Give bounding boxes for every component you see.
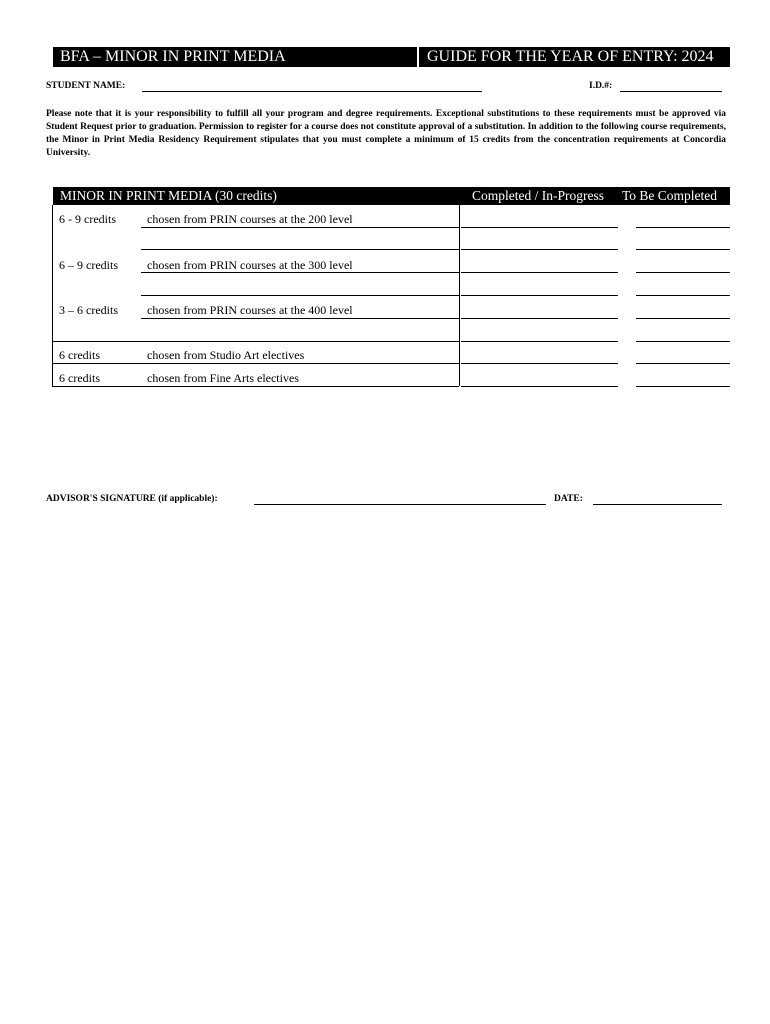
to-be-completed-entry-line[interactable] bbox=[636, 318, 730, 319]
course-line[interactable] bbox=[141, 272, 459, 273]
id-field[interactable] bbox=[620, 81, 722, 92]
course-line[interactable] bbox=[141, 318, 459, 319]
completed-entry-line[interactable] bbox=[461, 227, 618, 228]
advisor-signature-label: ADVISOR'S SIGNATURE (if applicable): bbox=[46, 494, 218, 504]
completed-entry-line[interactable] bbox=[461, 386, 618, 387]
student-name-label: STUDENT NAME: bbox=[46, 81, 126, 91]
table-column-divider bbox=[459, 205, 460, 386]
group-divider bbox=[52, 341, 459, 342]
id-label: I.D.#: bbox=[589, 81, 613, 91]
completed-entry-line[interactable] bbox=[461, 318, 618, 319]
to-be-completed-entry-line[interactable] bbox=[636, 386, 730, 387]
course-line[interactable] bbox=[141, 227, 459, 228]
date-field[interactable] bbox=[593, 494, 722, 505]
row-credits: 6 credits bbox=[59, 348, 100, 362]
row-description: chosen from Studio Art electives bbox=[147, 348, 305, 362]
responsibility-notice: Please note that it is your responsibility to fulfill all your program and degree requirements. Exceptional substitutions to these requirements must be approved via Student Request prior to graduation. Permission to register for a course does not constitute approval of a substitution. In addition to the following course requirements, the Minor in Print Media Residency Requirement stipulates that you must complete a minimum of 15 credits from the concentration requirements at Concordia University. bbox=[46, 109, 726, 158]
requirements-table-header bbox=[53, 187, 730, 205]
completed-entry-line[interactable] bbox=[461, 272, 618, 273]
row-description: chosen from Fine Arts electives bbox=[147, 371, 299, 385]
completed-entry-line[interactable] bbox=[461, 341, 618, 342]
row-credits: 6 – 9 credits bbox=[59, 258, 118, 272]
table-title: MINOR IN PRINT MEDIA (30 credits) bbox=[60, 188, 277, 203]
program-title: BFA – MINOR IN PRINT MEDIA bbox=[53, 47, 417, 67]
year-of-entry-title: GUIDE FOR THE YEAR OF ENTRY: 2024 bbox=[419, 47, 730, 67]
to-be-completed-entry-line[interactable] bbox=[636, 249, 730, 250]
to-be-completed-entry-line[interactable] bbox=[636, 341, 730, 342]
student-name-field[interactable] bbox=[142, 81, 482, 92]
row-credits: 6 - 9 credits bbox=[59, 212, 116, 226]
to-be-completed-column-header: To Be Completed bbox=[622, 188, 718, 203]
to-be-completed-entry-line[interactable] bbox=[636, 295, 730, 296]
course-line[interactable] bbox=[141, 249, 459, 250]
completed-column-header: Completed / In-Progress bbox=[472, 188, 604, 203]
advisor-signature-field[interactable] bbox=[254, 494, 546, 505]
course-line[interactable] bbox=[141, 295, 459, 296]
date-label: DATE: bbox=[554, 494, 583, 504]
completed-entry-line[interactable] bbox=[461, 249, 618, 250]
completed-entry-line[interactable] bbox=[461, 295, 618, 296]
row-description: chosen from PRIN courses at the 300 level bbox=[147, 258, 353, 272]
to-be-completed-entry-line[interactable] bbox=[636, 227, 730, 228]
row-description: chosen from PRIN courses at the 400 level bbox=[147, 303, 353, 317]
row-description: chosen from PRIN courses at the 200 level bbox=[147, 212, 353, 226]
completed-entry-line[interactable] bbox=[461, 363, 618, 364]
row-credits: 3 – 6 credits bbox=[59, 303, 118, 317]
table-left-border bbox=[52, 205, 53, 386]
to-be-completed-entry-line[interactable] bbox=[636, 363, 730, 364]
group-divider bbox=[52, 363, 459, 364]
row-credits: 6 credits bbox=[59, 371, 100, 385]
table-bottom-border bbox=[52, 386, 459, 387]
to-be-completed-entry-line[interactable] bbox=[636, 272, 730, 273]
